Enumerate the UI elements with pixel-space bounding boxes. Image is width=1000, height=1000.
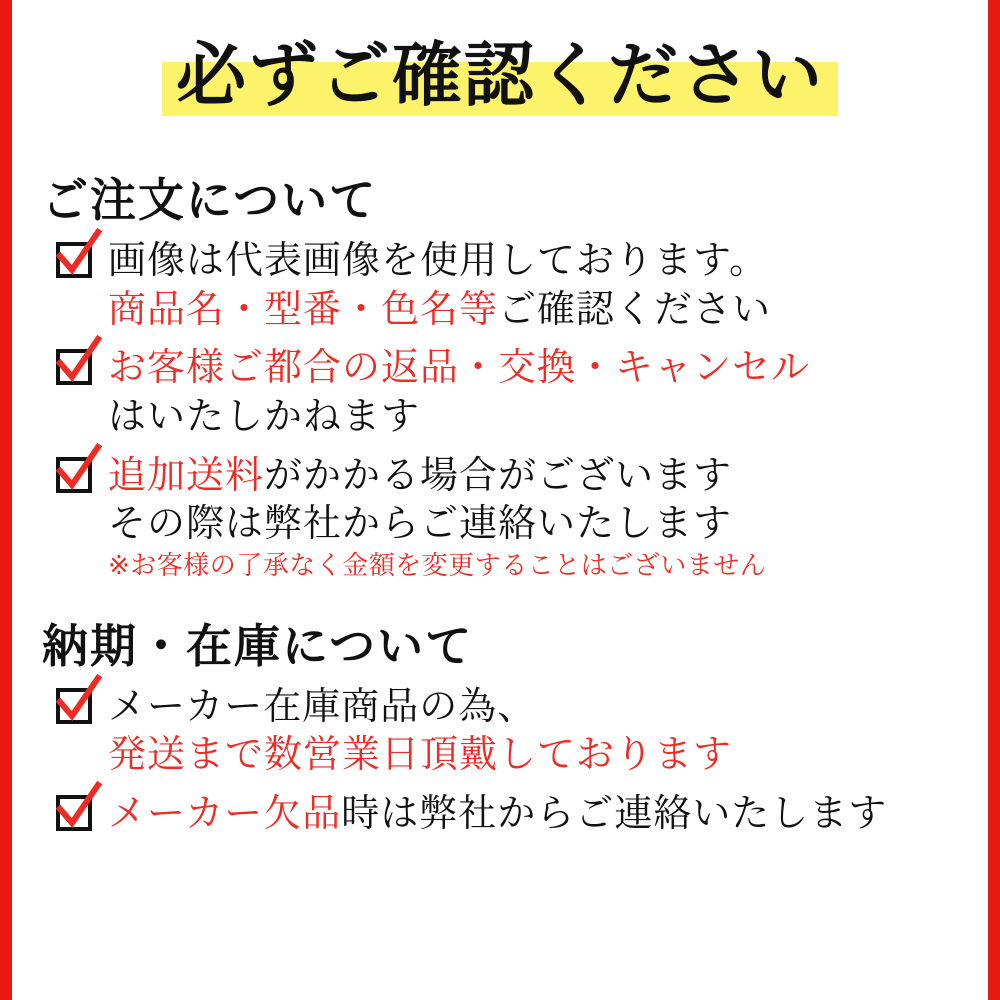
item-text-segment: はいたしかねます — [108, 393, 421, 438]
page-title-text: 必ずご確認ください — [176, 34, 824, 116]
item-text-segment: ご確認ください — [498, 286, 772, 331]
item-text-segment: お客様ご都合の返品・交換・キャンセル — [108, 345, 811, 390]
item-text-segment: 発送まで数営業日頂戴しております — [108, 732, 733, 777]
checkbox-checked-icon — [56, 242, 92, 278]
list-item — [12, 789, 988, 843]
left-red-border — [0, 0, 12, 1000]
section-orders-items — [12, 236, 988, 584]
item-line — [108, 499, 988, 548]
section-delivery-items — [12, 682, 988, 843]
checkbox-checked-icon — [56, 688, 92, 724]
right-red-border — [988, 0, 1000, 1000]
item-text-segment: 商品名・型番・色名等 — [108, 286, 499, 331]
section-delivery — [12, 610, 988, 843]
item-text-segment: 追加送料 — [108, 452, 265, 497]
item-line — [108, 682, 988, 731]
notice-content — [12, 0, 988, 1000]
page-title-container — [12, 34, 988, 120]
list-item — [12, 451, 988, 584]
item-line — [108, 236, 988, 285]
item-text-segment: がかかる場合がございます — [264, 452, 733, 497]
item-note: ※お客様の了承なく金額を変更することはございません — [108, 550, 767, 581]
section-delivery-heading: 納期・在庫について — [42, 618, 474, 673]
item-text-segment: その際は弊社からご連絡いたします — [108, 501, 733, 546]
list-item — [12, 682, 988, 779]
list-item — [12, 236, 988, 333]
item-text-segment: 画像は代表画像を使用しております。 — [108, 238, 768, 282]
item-text-segment: 時は弊社からご連絡いたします — [341, 790, 888, 835]
item-line — [108, 730, 988, 779]
item-text-segment: メーカー欠品 — [108, 790, 342, 835]
section-orders-heading: ご注文について — [42, 173, 378, 227]
page-title — [162, 34, 838, 120]
checkbox-checked-icon — [56, 349, 92, 385]
item-line — [108, 343, 988, 392]
item-line — [108, 392, 988, 441]
section-orders — [12, 164, 988, 584]
checkbox-checked-icon — [56, 457, 92, 493]
item-line — [108, 285, 988, 334]
item-line — [108, 451, 988, 500]
item-line — [108, 789, 988, 838]
list-item — [12, 343, 988, 440]
item-text-segment: メーカー在庫商品の為、 — [108, 683, 537, 728]
checkbox-checked-icon — [56, 795, 92, 831]
